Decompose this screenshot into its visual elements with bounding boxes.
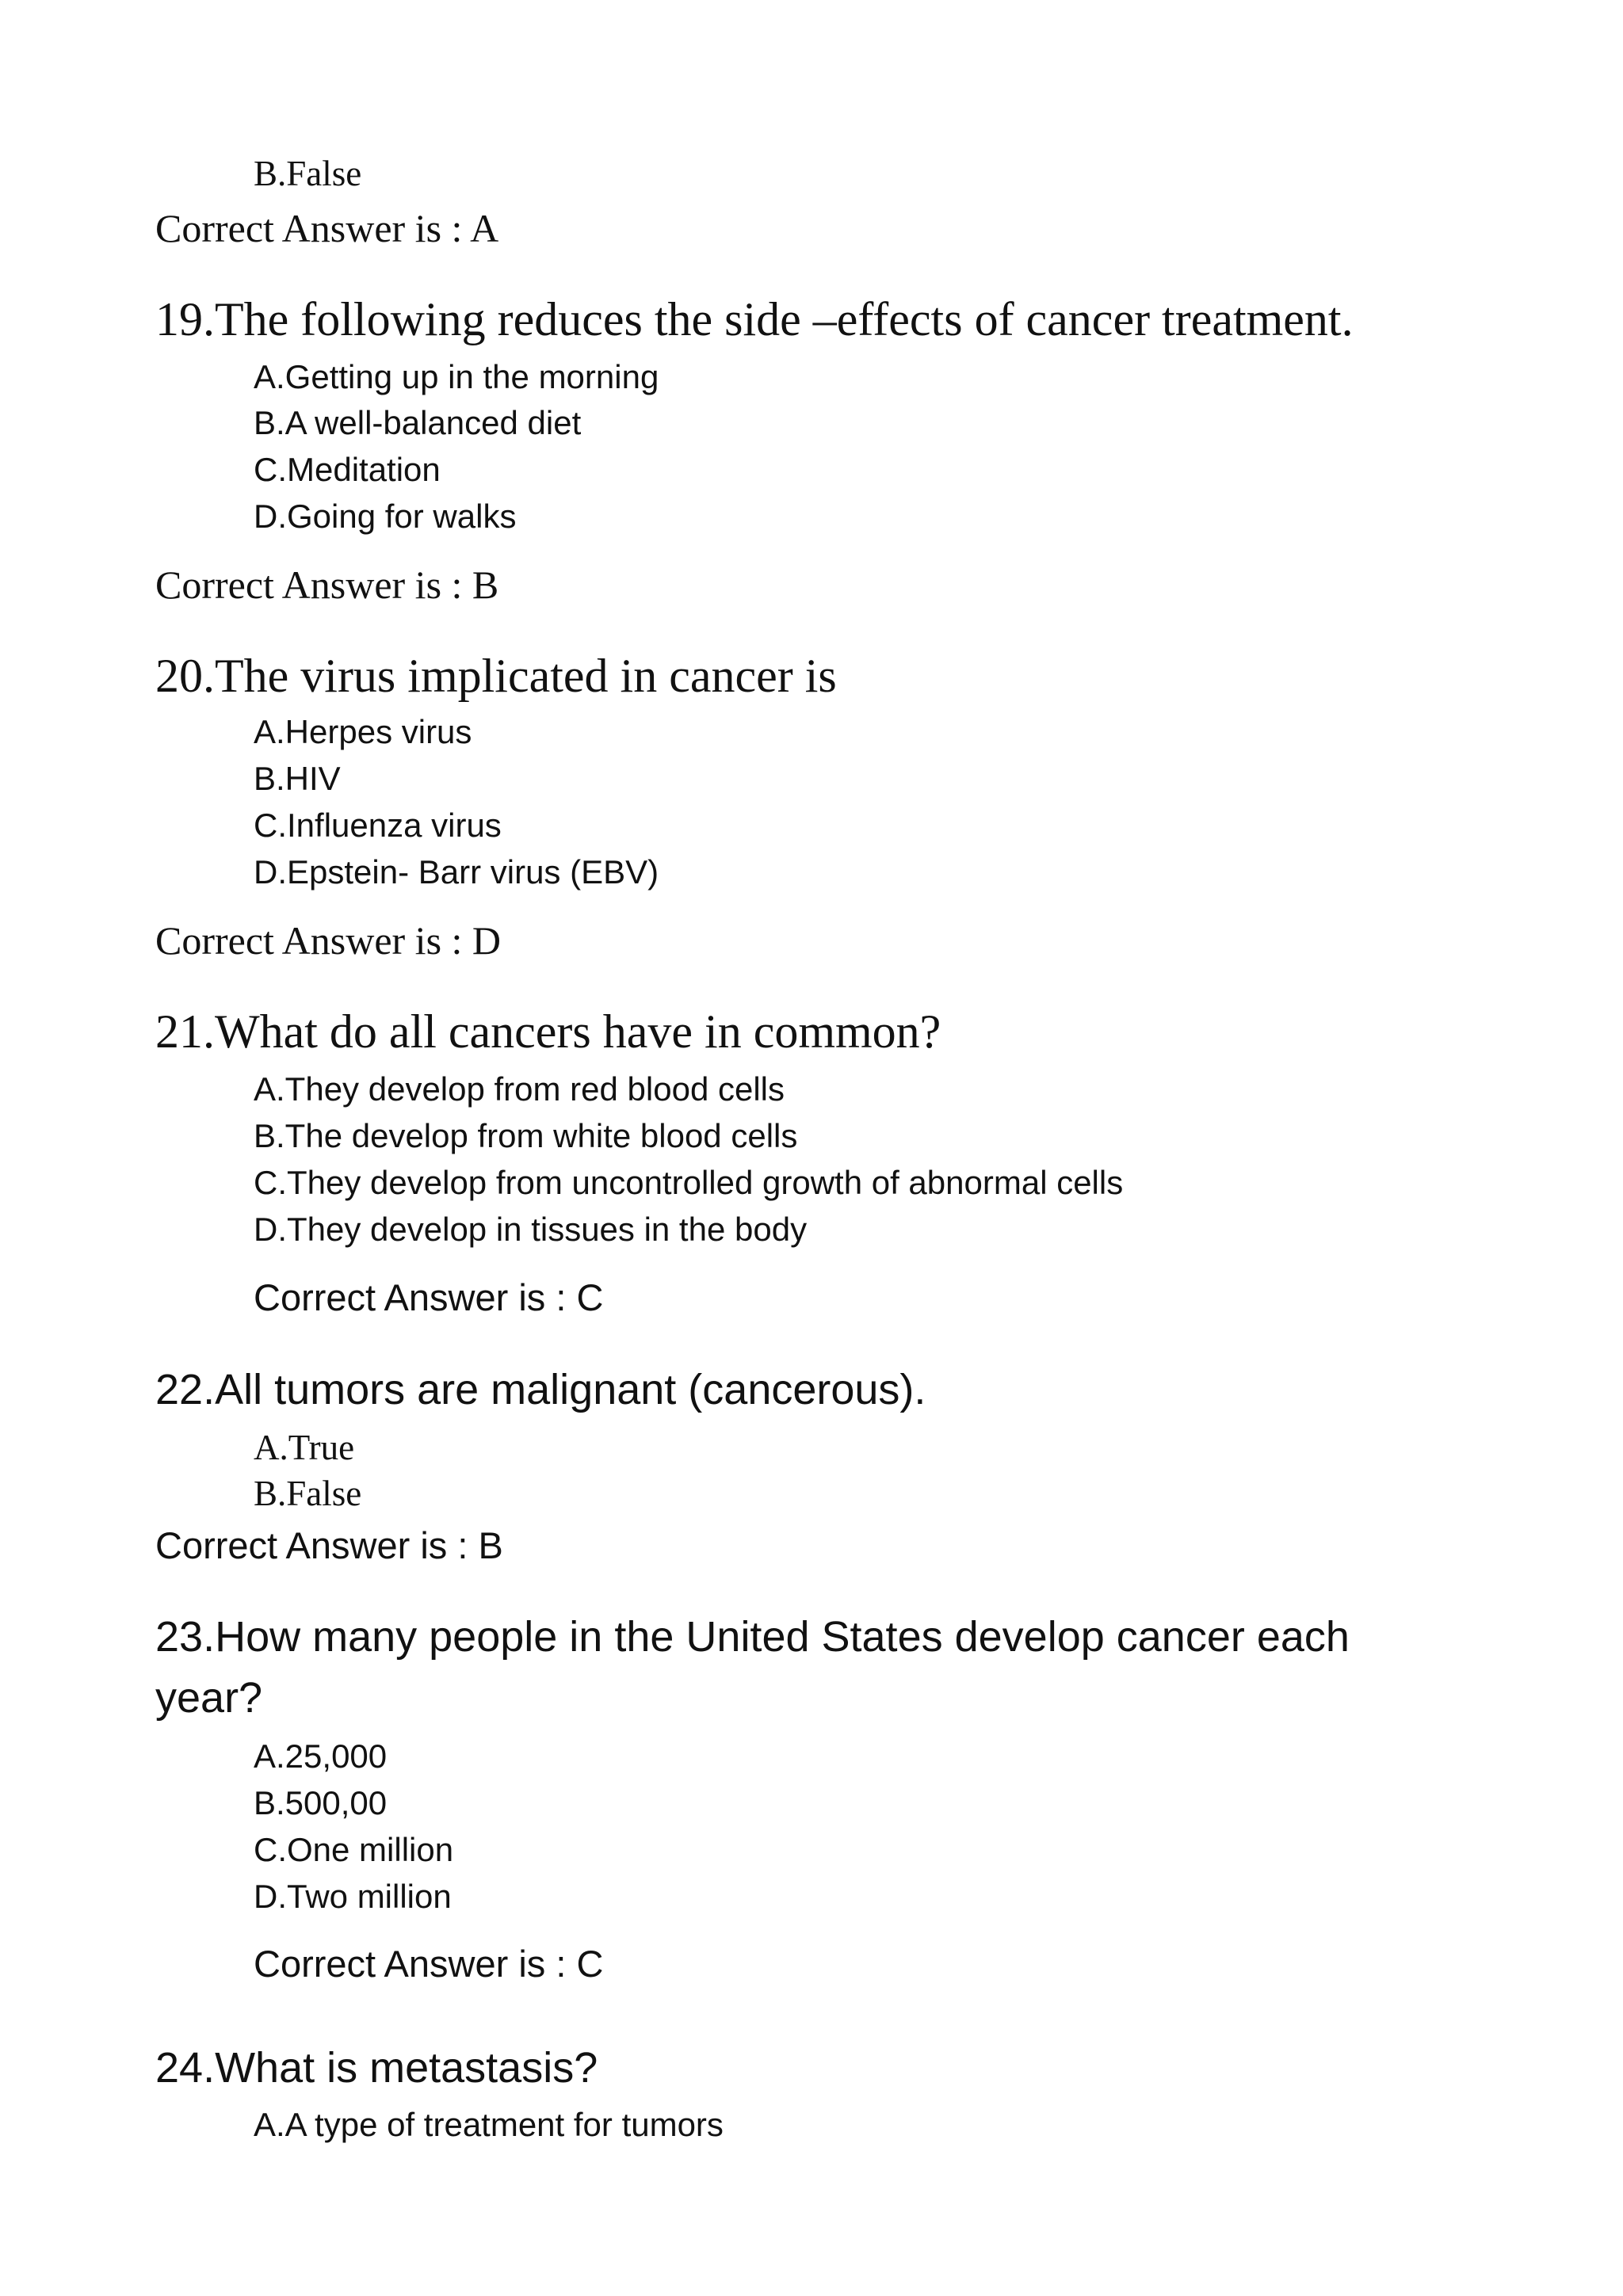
option-b-false: B.False [254, 154, 362, 193]
question-21-option-c: C.They develop from uncontrolled growth of abnormal cells [254, 1164, 1124, 1201]
question-23-line-2: year? [155, 1674, 263, 1722]
question-21-option-d: D.They develop in tissues in the body [254, 1211, 808, 1248]
question-20: 20.The virus implicated in cancer is [155, 650, 837, 702]
question-21: 21.What do all cancers have in common? [155, 1005, 941, 1058]
correct-answer-22: Correct Answer is : B [155, 1524, 503, 1566]
correct-answer-21: Correct Answer is : C [254, 1276, 604, 1318]
question-20-option-a: A.Herpes virus [254, 713, 472, 750]
question-22-option-a: A.True [254, 1428, 355, 1467]
question-24: 24.What is metastasis? [155, 2044, 598, 2092]
question-21-option-b: B.The develop from white blood cells [254, 1117, 798, 1154]
question-19-option-b: B.A well-balanced diet [254, 404, 582, 441]
question-23-option-b: B.500,00 [254, 1784, 388, 1821]
question-22: 22.All tumors are malignant (cancerous). [155, 1366, 926, 1413]
question-19: 19.The following reduces the side –effects of cancer treatment. [155, 293, 1354, 345]
question-19-option-c: C.Meditation [254, 451, 441, 488]
correct-answer-18: Correct Answer is : A [155, 206, 499, 250]
correct-answer-20: Correct Answer is : D [155, 918, 502, 963]
question-21-option-a: A.They develop from red blood cells [254, 1070, 785, 1108]
correct-answer-19: Correct Answer is : B [155, 563, 499, 607]
question-23-option-a: A.25,000 [254, 1737, 388, 1775]
question-23-line-1: 23.How many people in the United States develop cancer each [155, 1613, 1350, 1661]
question-23-option-d: D.Two million [254, 1878, 452, 1915]
question-20-option-d: D.Epstein- Barr virus (EBV) [254, 853, 659, 891]
question-20-option-c: C.Influenza virus [254, 807, 502, 844]
question-19-option-a: A.Getting up in the morning [254, 358, 659, 395]
question-20-option-b: B.HIV [254, 760, 341, 797]
question-19-option-d: D.Going for walks [254, 498, 517, 535]
question-24-option-a: A.A type of treatment for tumors [254, 2106, 724, 2143]
question-22-option-b: B.False [254, 1474, 362, 1513]
correct-answer-23: Correct Answer is : C [254, 1943, 604, 1985]
question-23-option-c: C.One million [254, 1831, 454, 1868]
